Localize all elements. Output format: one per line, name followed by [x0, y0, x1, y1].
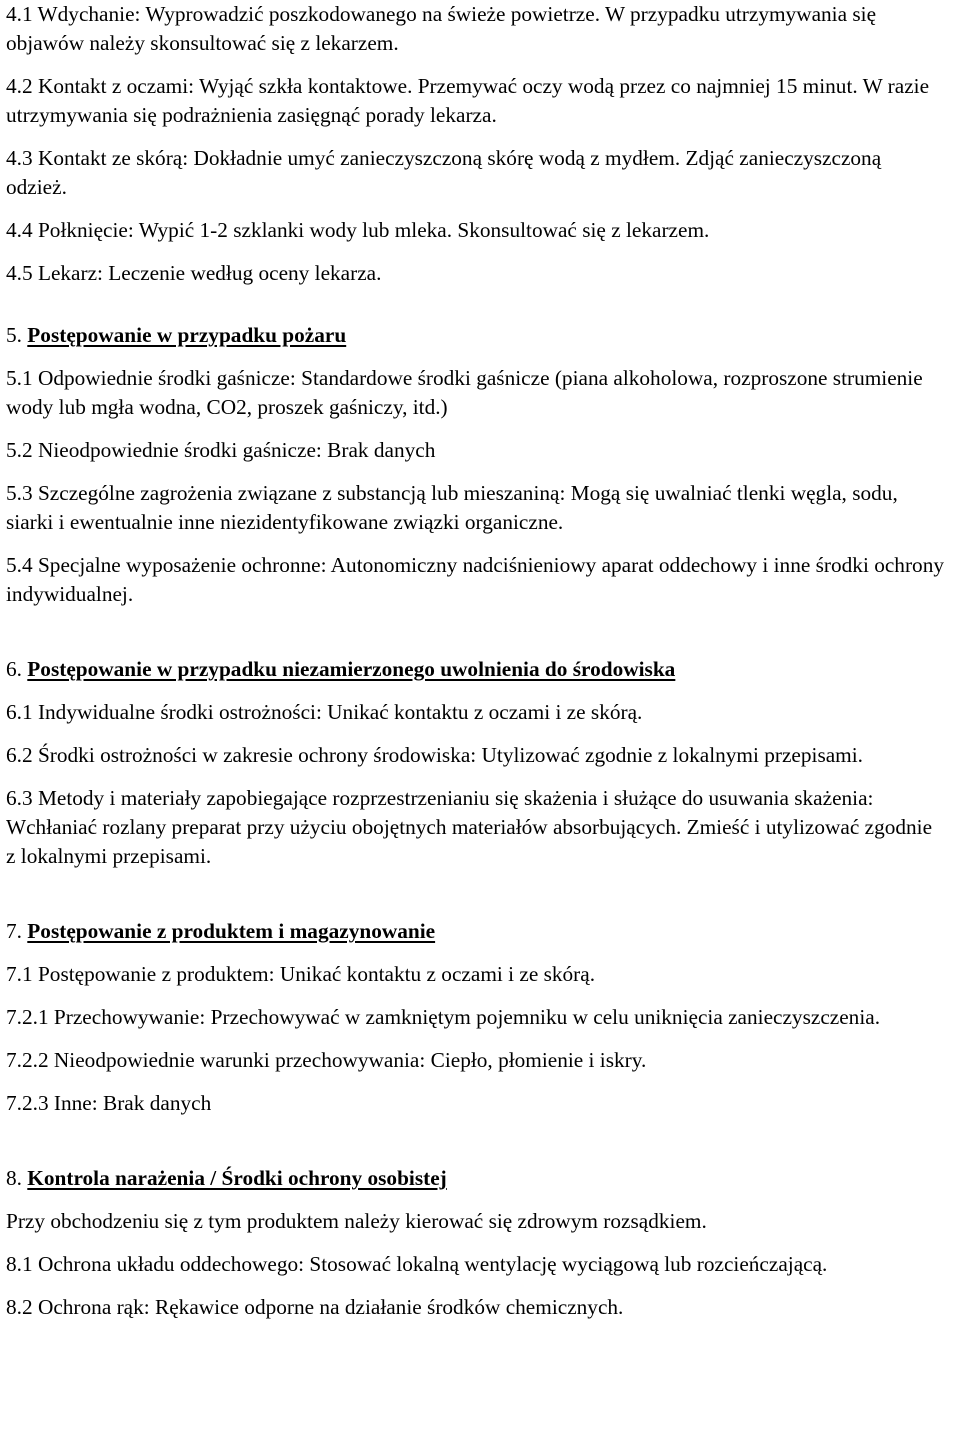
section-8-heading [6, 1164, 946, 1193]
paragraph-8-1: 8.1 Ochrona układu oddechowego: Stosować lokalną wentylację wyciągową lub rozcieńczającą. [6, 1252, 828, 1276]
paragraph-5-4: 5.4 Specjalne wyposażenie ochronne: Autonomiczny nadciśnieniowy aparat oddechowy i inne środki ochrony indywidualnej. [6, 553, 944, 606]
section-7-heading [6, 917, 946, 946]
paragraph-4-4: 4.4 Połknięcie: Wypić 1-2 szklanki wody lub mleka. Skonsultować się z lekarzem. [6, 218, 710, 242]
paragraph-5-3: 5.3 Szczególne zagrożenia związane z substancją lub mieszaniną: Mogą się uwalniać tlenki węgla, sodu, siarki i ewentualnie inne niezidentyfikowane związki organiczne. [6, 481, 898, 534]
document-page [6, 0, 946, 1322]
paragraph-4-1: 4.1 Wdychanie: Wyprowadzić poszkodowanego na świeże powietrze. W przypadku utrzymywania się objawów należy skonsultować się z lekarzem. [6, 2, 877, 55]
paragraph-4-3: 4.3 Kontakt ze skórą: Dokładnie umyć zanieczyszczoną skórę wodą z mydłem. Zdjąć zanieczyszczoną odzież. [6, 146, 882, 199]
section-6-number: 6. [6, 657, 28, 681]
section-7-number: 7. [6, 919, 28, 943]
paragraph-4-5: 4.5 Lekarz: Leczenie według oceny lekarza. [6, 261, 382, 285]
paragraph-8-intro: Przy obchodzeniu się z tym produktem należy kierować się zdrowym rozsądkiem. [6, 1209, 707, 1233]
paragraph-7-1: 7.1 Postępowanie z produktem: Unikać kontaktu z oczami i ze skórą. [6, 962, 596, 986]
section-7-title: Postępowanie z produktem i magazynowanie [27, 919, 436, 943]
paragraph-5-2: 5.2 Nieodpowiednie środki gaśnicze: Brak danych [6, 438, 436, 462]
paragraph-7-2-3: 7.2.3 Inne: Brak danych [6, 1091, 212, 1115]
section-5-number: 5. [6, 323, 28, 347]
paragraph-6-2: 6.2 Środki ostrożności w zakresie ochrony środowiska: Utylizować zgodnie z lokalnymi przepisami. [6, 743, 863, 767]
paragraph-4-2: 4.2 Kontakt z oczami: Wyjąć szkła kontaktowe. Przemywać oczy wodą przez co najmniej 15 minut. W razie utrzymywania się podrażnienia zasięgnąć porady lekarza. [6, 74, 930, 127]
paragraph-7-2-1: 7.2.1 Przechowywanie: Przechowywać w zamkniętym pojemniku w celu uniknięcia zanieczyszczenia. [6, 1005, 881, 1029]
section-6-heading [6, 655, 946, 684]
paragraph-6-1: 6.1 Indywidualne środki ostrożności: Unikać kontaktu z oczami i ze skórą. [6, 700, 643, 724]
paragraph-6-3: 6.3 Metody i materiały zapobiegające rozprzestrzenianiu się skażenia i służące do usuwania skażenia: Wchłaniać rozlany preparat przy użyciu obojętnych materiałów absorbujących. Zmieść i utylizować zgodnie z lokalnymi przepisami. [6, 786, 933, 868]
paragraph-8-2: 8.2 Ochrona rąk: Rękawice odporne na działanie środków chemicznych. [6, 1295, 624, 1319]
paragraph-5-1: 5.1 Odpowiednie środki gaśnicze: Standardowe środki gaśnicze (piana alkoholowa, rozproszone strumienie wody lub mgła wodna, CO2, proszek gaśniczy, itd.) [6, 366, 923, 419]
section-8-title: Kontrola narażenia / Środki ochrony osobistej [27, 1166, 447, 1190]
section-6-title: Postępowanie w przypadku niezamierzonego uwolnienia do środowiska [27, 657, 676, 681]
section-5-heading [6, 321, 946, 350]
section-8-number: 8. [6, 1166, 28, 1190]
paragraph-7-2-2: 7.2.2 Nieodpowiednie warunki przechowywania: Ciepło, płomienie i iskry. [6, 1048, 647, 1072]
section-5-title: Postępowanie w przypadku pożaru [27, 323, 347, 347]
